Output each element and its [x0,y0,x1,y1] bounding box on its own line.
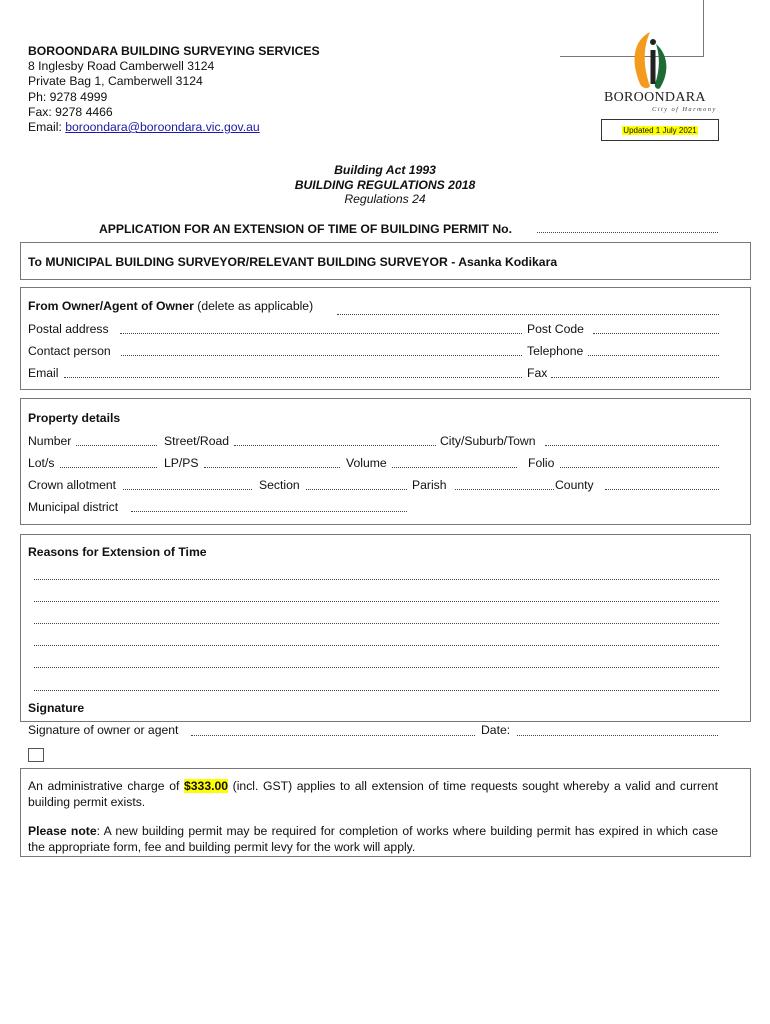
folio-label: Folio [528,456,555,470]
email-label: Email [28,366,59,380]
city-label: City/Suburb/Town [440,434,536,448]
county-label: County [555,478,594,492]
org-address-2: Private Bag 1, Camberwell 3124 [28,74,203,89]
telephone-label: Telephone [527,344,584,358]
postcode-field[interactable] [593,333,719,334]
boroondara-logo [598,26,718,116]
signature-label: Signature of owner or agent [28,723,179,737]
org-email-link[interactable]: boroondara@boroondara.vic.gov.au [65,120,260,135]
lpps-field[interactable] [204,467,340,468]
please-note-notice [28,823,718,855]
number-field[interactable] [76,445,157,446]
acknowledge-checkbox[interactable] [28,748,44,762]
municipal-district-label: Municipal district [28,500,119,514]
updated-badge [601,119,719,141]
municipal-district-field[interactable] [131,511,407,512]
parish-label: Parish [412,478,447,492]
date-label: Date: [481,723,511,737]
volume-label: Volume [346,456,387,470]
act-line-2: BUILDING REGULATIONS 2018 [294,177,476,192]
admin-charge-text-a: An administrative charge of [28,779,184,793]
reasons-section [20,534,751,722]
logo-tagline: City of Harmony [652,106,717,113]
to-surveyor-box [20,242,751,280]
admin-charge-fee: $333.00 [183,779,229,793]
act-heading [0,163,770,207]
date-field[interactable] [517,735,718,736]
act-line-1: Building Act 1993 [334,163,436,177]
street-field[interactable] [234,445,436,446]
please-note-label: Please note [28,824,97,838]
updated-text: Updated 1 July 2021 [623,125,697,135]
fax-field[interactable] [551,377,719,378]
section-label: Section [259,478,300,492]
postal-address-field[interactable] [120,333,522,334]
owner-name-field[interactable] [337,314,719,315]
lots-label: Lot/s [28,456,55,470]
folio-field[interactable] [560,467,719,468]
owner-section [20,287,751,390]
owner-heading-title: From Owner/Agent of Owner [28,299,194,313]
org-name: BOROONDARA BUILDING SURVEYING SERVICES [28,44,320,58]
signature-heading: Signature [28,701,85,715]
parish-field[interactable] [455,489,554,490]
lots-field[interactable] [60,467,157,468]
county-field[interactable] [605,489,719,490]
owner-heading-note: (delete as applicable) [193,299,314,313]
postal-address-label: Postal address [28,322,109,336]
permit-number-field[interactable] [537,232,718,233]
telephone-field[interactable] [588,355,719,356]
property-heading: Property details [28,411,121,425]
property-section [20,398,751,525]
section-field[interactable] [306,489,407,490]
act-line-3: Regulations 24 [344,192,426,206]
reason-line-3[interactable] [34,623,719,624]
admin-charge-notice [28,778,718,810]
crown-allotment-field[interactable] [123,489,252,490]
reason-line-5[interactable] [34,667,719,668]
logo-wordmark: BOROONDARA [604,90,706,105]
admin-charge-text-b: (incl. GST) applies to all extension of time requests sought whereby a valid and current building permit exists. [28,779,718,809]
reasons-heading: Reasons for Extension of Time [28,545,207,559]
owner-heading [28,299,313,313]
reason-line-1[interactable] [34,579,719,580]
number-label: Number [28,434,72,448]
signature-field[interactable] [191,735,475,736]
postcode-label: Post Code [527,322,584,336]
crown-allotment-label: Crown allotment [28,478,117,492]
contact-person-label: Contact person [28,344,111,358]
reason-line-4[interactable] [34,645,719,646]
fax-label: Fax [527,366,548,380]
city-field[interactable] [545,445,719,446]
email-field[interactable] [64,377,522,378]
reason-line-6[interactable] [34,690,719,691]
org-address-1: 8 Inglesby Road Camberwell 3124 [28,59,215,74]
volume-field[interactable] [392,467,517,468]
to-surveyor-text: To MUNICIPAL BUILDING SURVEYOR/RELEVANT BUILDING SURVEYOR - Asanka Kodikara [28,255,558,269]
reason-line-2[interactable] [34,601,719,602]
street-label: Street/Road [164,434,230,448]
please-note-text: : A new building permit may be required for completion of works where building permit has expired in which case the appropriate form, fee and building permit levy for the work will apply. [28,824,718,854]
lpps-label: LP/PS [164,456,199,470]
org-address-block [28,44,320,135]
org-email-label: Email: [28,120,66,135]
application-title: APPLICATION FOR AN EXTENSION OF TIME OF BUILDING PERMIT No. [99,222,513,236]
org-email-line [28,120,320,135]
org-fax: Fax: 9278 4466 [28,104,113,119]
org-phone: Ph: 9278 4999 [28,89,108,104]
contact-person-field[interactable] [121,355,522,356]
